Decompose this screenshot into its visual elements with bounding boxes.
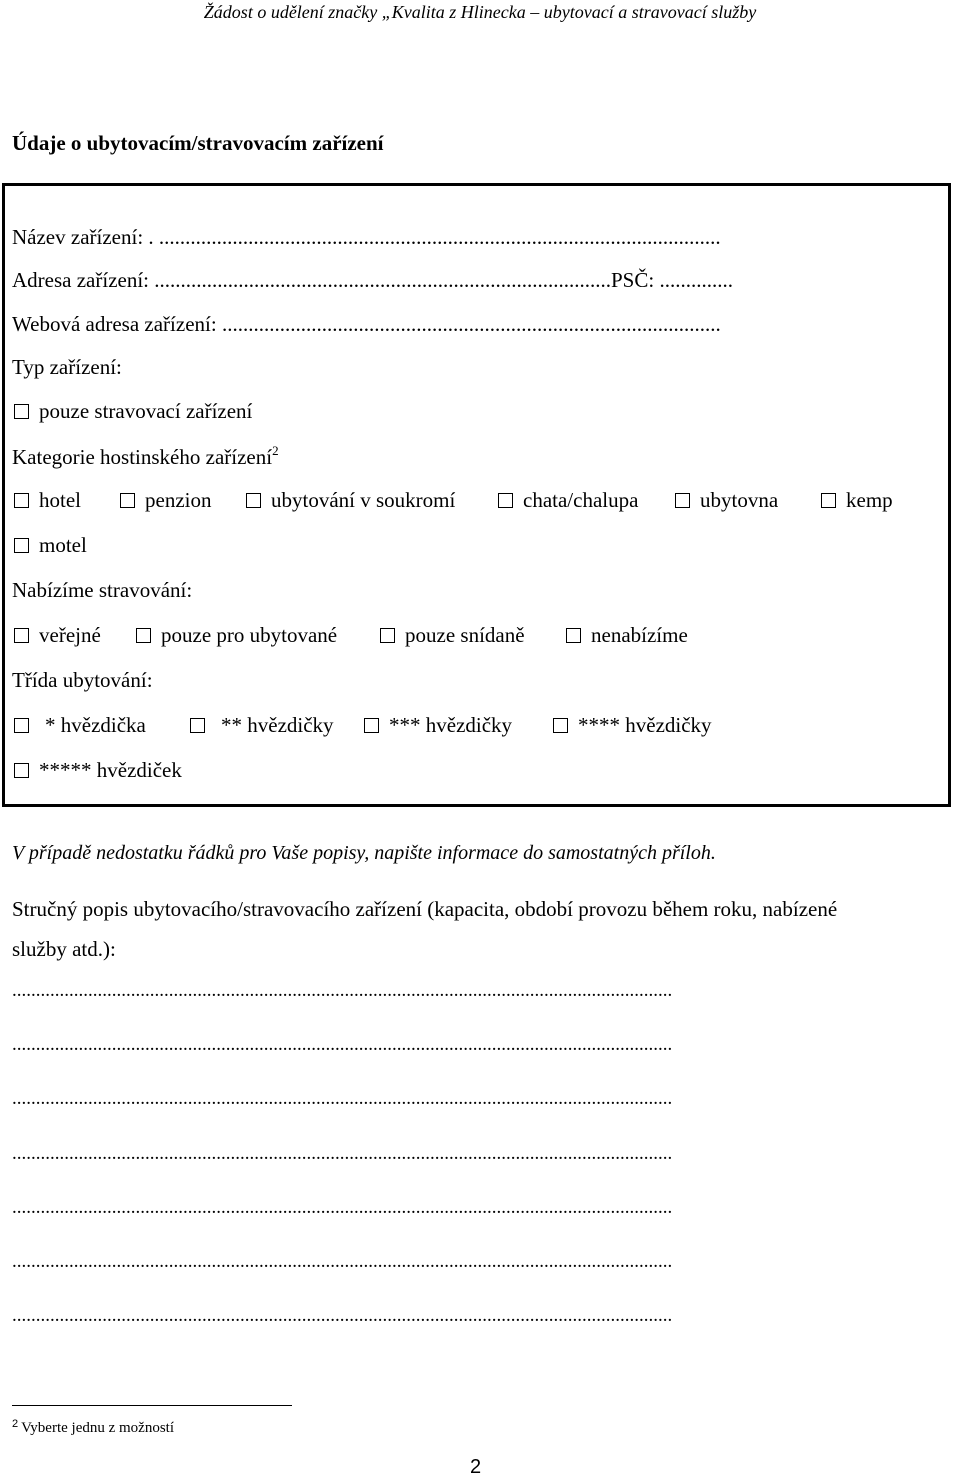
section-title: Údaje o ubytovacím/stravovacím zařízení	[12, 131, 384, 155]
checkbox[interactable]	[14, 763, 29, 778]
checkbox[interactable]	[675, 493, 690, 508]
food-option-breakfast-only[interactable]	[380, 623, 525, 648]
option-label: veřejné	[39, 623, 101, 647]
attachments-note-text: V případě nedostatku řádků pro Vaše popisy, napište informace do samostatných příloh.	[12, 842, 716, 864]
option-label: kemp	[846, 488, 893, 512]
class-option-2-stars[interactable]	[190, 713, 334, 738]
option-label: motel	[39, 533, 87, 557]
description-label-line-2: služby atd.):	[12, 937, 116, 961]
category-option-hotel[interactable]	[14, 488, 81, 513]
checkbox[interactable]	[14, 538, 29, 553]
option-label: *** hvězdičky	[389, 713, 513, 737]
option-label: ** hvězdičky	[221, 713, 334, 737]
checkbox[interactable]	[553, 718, 568, 733]
description-line[interactable]: ...........................................................................................................................................	[12, 1034, 673, 1055]
address-field[interactable]: Adresa zařízení: .......................................................................................PSČ: ..............	[12, 268, 733, 292]
class-option-4-stars[interactable]	[553, 713, 712, 738]
option-label: ubytovna	[700, 488, 779, 512]
checkbox[interactable]	[364, 718, 379, 733]
category-option-hostel[interactable]	[675, 488, 778, 513]
category-option-penzion[interactable]	[120, 488, 211, 513]
class-option-5-stars[interactable]	[14, 758, 182, 783]
category-option-private[interactable]	[246, 488, 455, 513]
footnote-ref: 2	[272, 443, 279, 458]
class-option-1-star[interactable]	[14, 713, 146, 738]
footnote-separator	[12, 1405, 292, 1406]
type-option-food-only[interactable]	[14, 399, 252, 424]
checkbox[interactable]	[14, 718, 29, 733]
option-label: nenabízíme	[591, 623, 688, 647]
category-option-motel[interactable]	[14, 533, 87, 558]
description-line[interactable]: ...........................................................................................................................................	[12, 1088, 673, 1109]
description-line[interactable]: ...........................................................................................................................................	[12, 1143, 673, 1164]
footnote	[12, 1418, 174, 1437]
attachments-note	[12, 842, 716, 865]
description-line[interactable]: ...........................................................................................................................................	[12, 1197, 673, 1218]
description-line[interactable]: ...........................................................................................................................................	[12, 1251, 673, 1272]
name-field[interactable]: Název zařízení: . ...........................................................................................................	[12, 225, 721, 249]
checkbox[interactable]	[136, 628, 151, 643]
option-label: * hvězdička	[45, 713, 146, 737]
checkbox[interactable]	[498, 493, 513, 508]
category-option-camp[interactable]	[821, 488, 893, 513]
type-label: Typ zařízení:	[12, 355, 122, 379]
option-label: pouze stravovací zařízení	[39, 399, 253, 423]
page-header: Žádost o udělení značky „Kvalita z Hlinecka – ubytovací a stravovací služby	[203, 2, 757, 22]
food-option-public[interactable]	[14, 623, 101, 648]
checkbox[interactable]	[190, 718, 205, 733]
food-option-none[interactable]	[566, 623, 688, 648]
option-label: chata/chalupa	[523, 488, 639, 512]
description-label-line-1: Stručný popis ubytovacího/stravovacího zařízení (kapacita, období provozu během roku, nabízené	[12, 897, 838, 921]
option-label: penzion	[145, 488, 212, 512]
checkbox[interactable]	[380, 628, 395, 643]
option-label: ubytování v soukromí	[271, 488, 456, 512]
class-label: Třída ubytování:	[12, 668, 153, 692]
checkbox[interactable]	[14, 628, 29, 643]
checkbox[interactable]	[14, 493, 29, 508]
page-number: 2	[470, 1456, 482, 1478]
checkbox[interactable]	[246, 493, 261, 508]
option-label: ***** hvězdiček	[39, 758, 182, 782]
category-option-cottage[interactable]	[498, 488, 638, 513]
checkbox[interactable]	[14, 404, 29, 419]
checkbox[interactable]	[566, 628, 581, 643]
food-label: Nabízíme stravování:	[12, 578, 193, 602]
checkbox[interactable]	[120, 493, 135, 508]
class-option-3-stars[interactable]	[364, 713, 512, 738]
footnote-number: 2	[12, 1418, 19, 1430]
food-option-guests-only[interactable]	[136, 623, 337, 648]
checkbox[interactable]	[821, 493, 836, 508]
footnote-text: Vyberte jednu z možností	[21, 1420, 175, 1436]
option-label: hotel	[39, 488, 81, 512]
web-address-field[interactable]: Webová adresa zařízení: ...............................................................................................	[12, 312, 721, 336]
option-label: **** hvězdičky	[578, 713, 712, 737]
option-label: pouze pro ubytované	[161, 623, 338, 647]
option-label: pouze snídaně	[405, 623, 525, 647]
description-line[interactable]: ...........................................................................................................................................	[12, 980, 673, 1001]
description-line[interactable]: ...........................................................................................................................................	[12, 1305, 673, 1326]
category-label-text: Kategorie hostinského zařízení	[12, 445, 273, 469]
category-label	[12, 443, 279, 470]
